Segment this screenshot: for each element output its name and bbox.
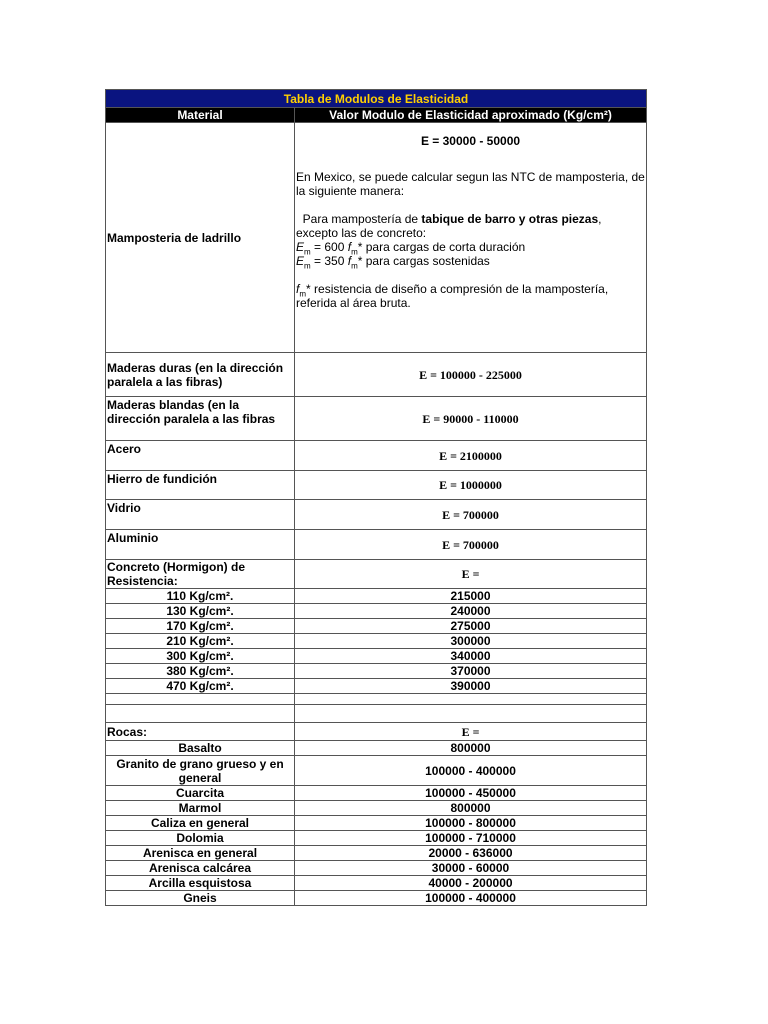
concrete-modulus: 370000 <box>295 664 647 679</box>
rock-modulus: 100000 - 800000 <box>295 816 647 831</box>
value-cell: E = 700000 <box>295 500 647 530</box>
rock-name: Arenisca calcárea <box>106 861 295 876</box>
rock-modulus: 30000 - 60000 <box>295 861 647 876</box>
concrete-material: Concreto (Hormigon) de Resistencia: <box>106 560 295 589</box>
table-row <box>106 441 647 471</box>
table-title-row <box>106 90 647 108</box>
material-cell: Vidrio <box>106 500 295 530</box>
masonry-material: Mamposteria de ladrillo <box>106 123 295 353</box>
material-cell: Maderas blandas (en la dirección paralela a las fibras <box>106 397 295 441</box>
header-material: Material <box>106 108 295 123</box>
rock-modulus: 20000 - 636000 <box>295 846 647 861</box>
concrete-modulus: 300000 <box>295 634 647 649</box>
header-row <box>106 108 647 123</box>
rock-name: Arcilla esquistosa <box>106 876 295 891</box>
header-value: Valor Modulo de Elasticidad aproximado (Kg/cm²) <box>295 108 647 123</box>
value-cell: E = 90000 - 110000 <box>295 397 647 441</box>
concrete-strength: 300 Kg/cm². <box>106 649 295 664</box>
rocks-material: Rocas: <box>106 723 295 741</box>
table-row <box>106 831 647 846</box>
table-title: Tabla de Modulos de Elasticidad <box>106 90 647 108</box>
rock-modulus: 800000 <box>295 801 647 816</box>
concrete-strength: 130 Kg/cm². <box>106 604 295 619</box>
concrete-header-row <box>106 560 647 589</box>
value-cell: E = 100000 - 225000 <box>295 353 647 397</box>
value-cell: E = 700000 <box>295 530 647 560</box>
rock-modulus: 800000 <box>295 741 647 756</box>
table-row <box>106 664 647 679</box>
table-row <box>106 876 647 891</box>
table-row <box>106 649 647 664</box>
blank-row <box>106 694 647 705</box>
table-row <box>106 756 647 786</box>
material-cell: Maderas duras (en la dirección paralela a las fibras) <box>106 353 295 397</box>
rock-modulus: 100000 - 710000 <box>295 831 647 846</box>
rock-modulus: 40000 - 200000 <box>295 876 647 891</box>
table-row <box>106 530 647 560</box>
table-row <box>106 741 647 756</box>
blank-row <box>106 705 647 723</box>
rock-name: Gneis <box>106 891 295 906</box>
concrete-strength: 210 Kg/cm². <box>106 634 295 649</box>
rocks-value: E = <box>295 723 647 741</box>
table-row <box>106 891 647 906</box>
table-row <box>106 471 647 500</box>
table-row <box>106 619 647 634</box>
concrete-modulus: 340000 <box>295 649 647 664</box>
rock-name: Cuarcita <box>106 786 295 801</box>
masonry-note: $f_m*$ resistencia de diseño a compresión de la mampostería, referida al área bruta. <box>296 282 609 310</box>
masonry-value-cell <box>295 123 647 353</box>
masonry-formula-sustained: $E_m = 350$ $f_m*$ para cargas sostenidas <box>296 254 490 271</box>
rocks-header-row <box>106 723 647 741</box>
rock-name: Basalto <box>106 741 295 756</box>
rock-name: Granito de grano grueso y en general <box>106 756 295 786</box>
table-row <box>106 634 647 649</box>
table-row <box>106 604 647 619</box>
value-cell: E = 2100000 <box>295 441 647 471</box>
concrete-modulus: 215000 <box>295 589 647 604</box>
material-cell: Aluminio <box>106 530 295 560</box>
masonry-text-ntc: En Mexico, se puede calcular segun las NTC de mamposteria, de la siguiente manera: <box>296 170 645 198</box>
concrete-strength: 380 Kg/cm². <box>106 664 295 679</box>
concrete-value: E = <box>295 560 647 589</box>
masonry-formula: E = 30000 - 50000 <box>420 134 521 148</box>
table-row <box>106 353 647 397</box>
material-cell: Acero <box>106 441 295 471</box>
table-row <box>106 500 647 530</box>
concrete-modulus: 275000 <box>295 619 647 634</box>
table-row <box>106 861 647 876</box>
concrete-modulus: 240000 <box>295 604 647 619</box>
masonry-formula-short: $E_m = 600$ $f_m*$ para cargas de corta duración <box>296 240 526 257</box>
table-row <box>106 589 647 604</box>
table-row <box>106 679 647 694</box>
elasticity-table <box>105 89 647 906</box>
rock-name: Arenisca en general <box>106 846 295 861</box>
concrete-strength: 170 Kg/cm². <box>106 619 295 634</box>
rock-modulus: 100000 - 400000 <box>295 891 647 906</box>
rock-name: Dolomia <box>106 831 295 846</box>
masonry-text-tabique: Para mampostería de tabique de barro y otras piezas, excepto las de concreto: <box>296 212 602 240</box>
table-row <box>106 397 647 441</box>
material-cell: Hierro de fundición <box>106 471 295 500</box>
masonry-row <box>106 123 647 353</box>
table-row <box>106 786 647 801</box>
rock-name: Marmol <box>106 801 295 816</box>
concrete-modulus: 390000 <box>295 679 647 694</box>
table-row <box>106 846 647 861</box>
concrete-strength: 470 Kg/cm². <box>106 679 295 694</box>
rock-name: Caliza en general <box>106 816 295 831</box>
rock-modulus: 100000 - 450000 <box>295 786 647 801</box>
value-cell: E = 1000000 <box>295 471 647 500</box>
table-row <box>106 816 647 831</box>
table-row <box>106 801 647 816</box>
rock-modulus: 100000 - 400000 <box>295 756 647 786</box>
concrete-strength: 110 Kg/cm². <box>106 589 295 604</box>
